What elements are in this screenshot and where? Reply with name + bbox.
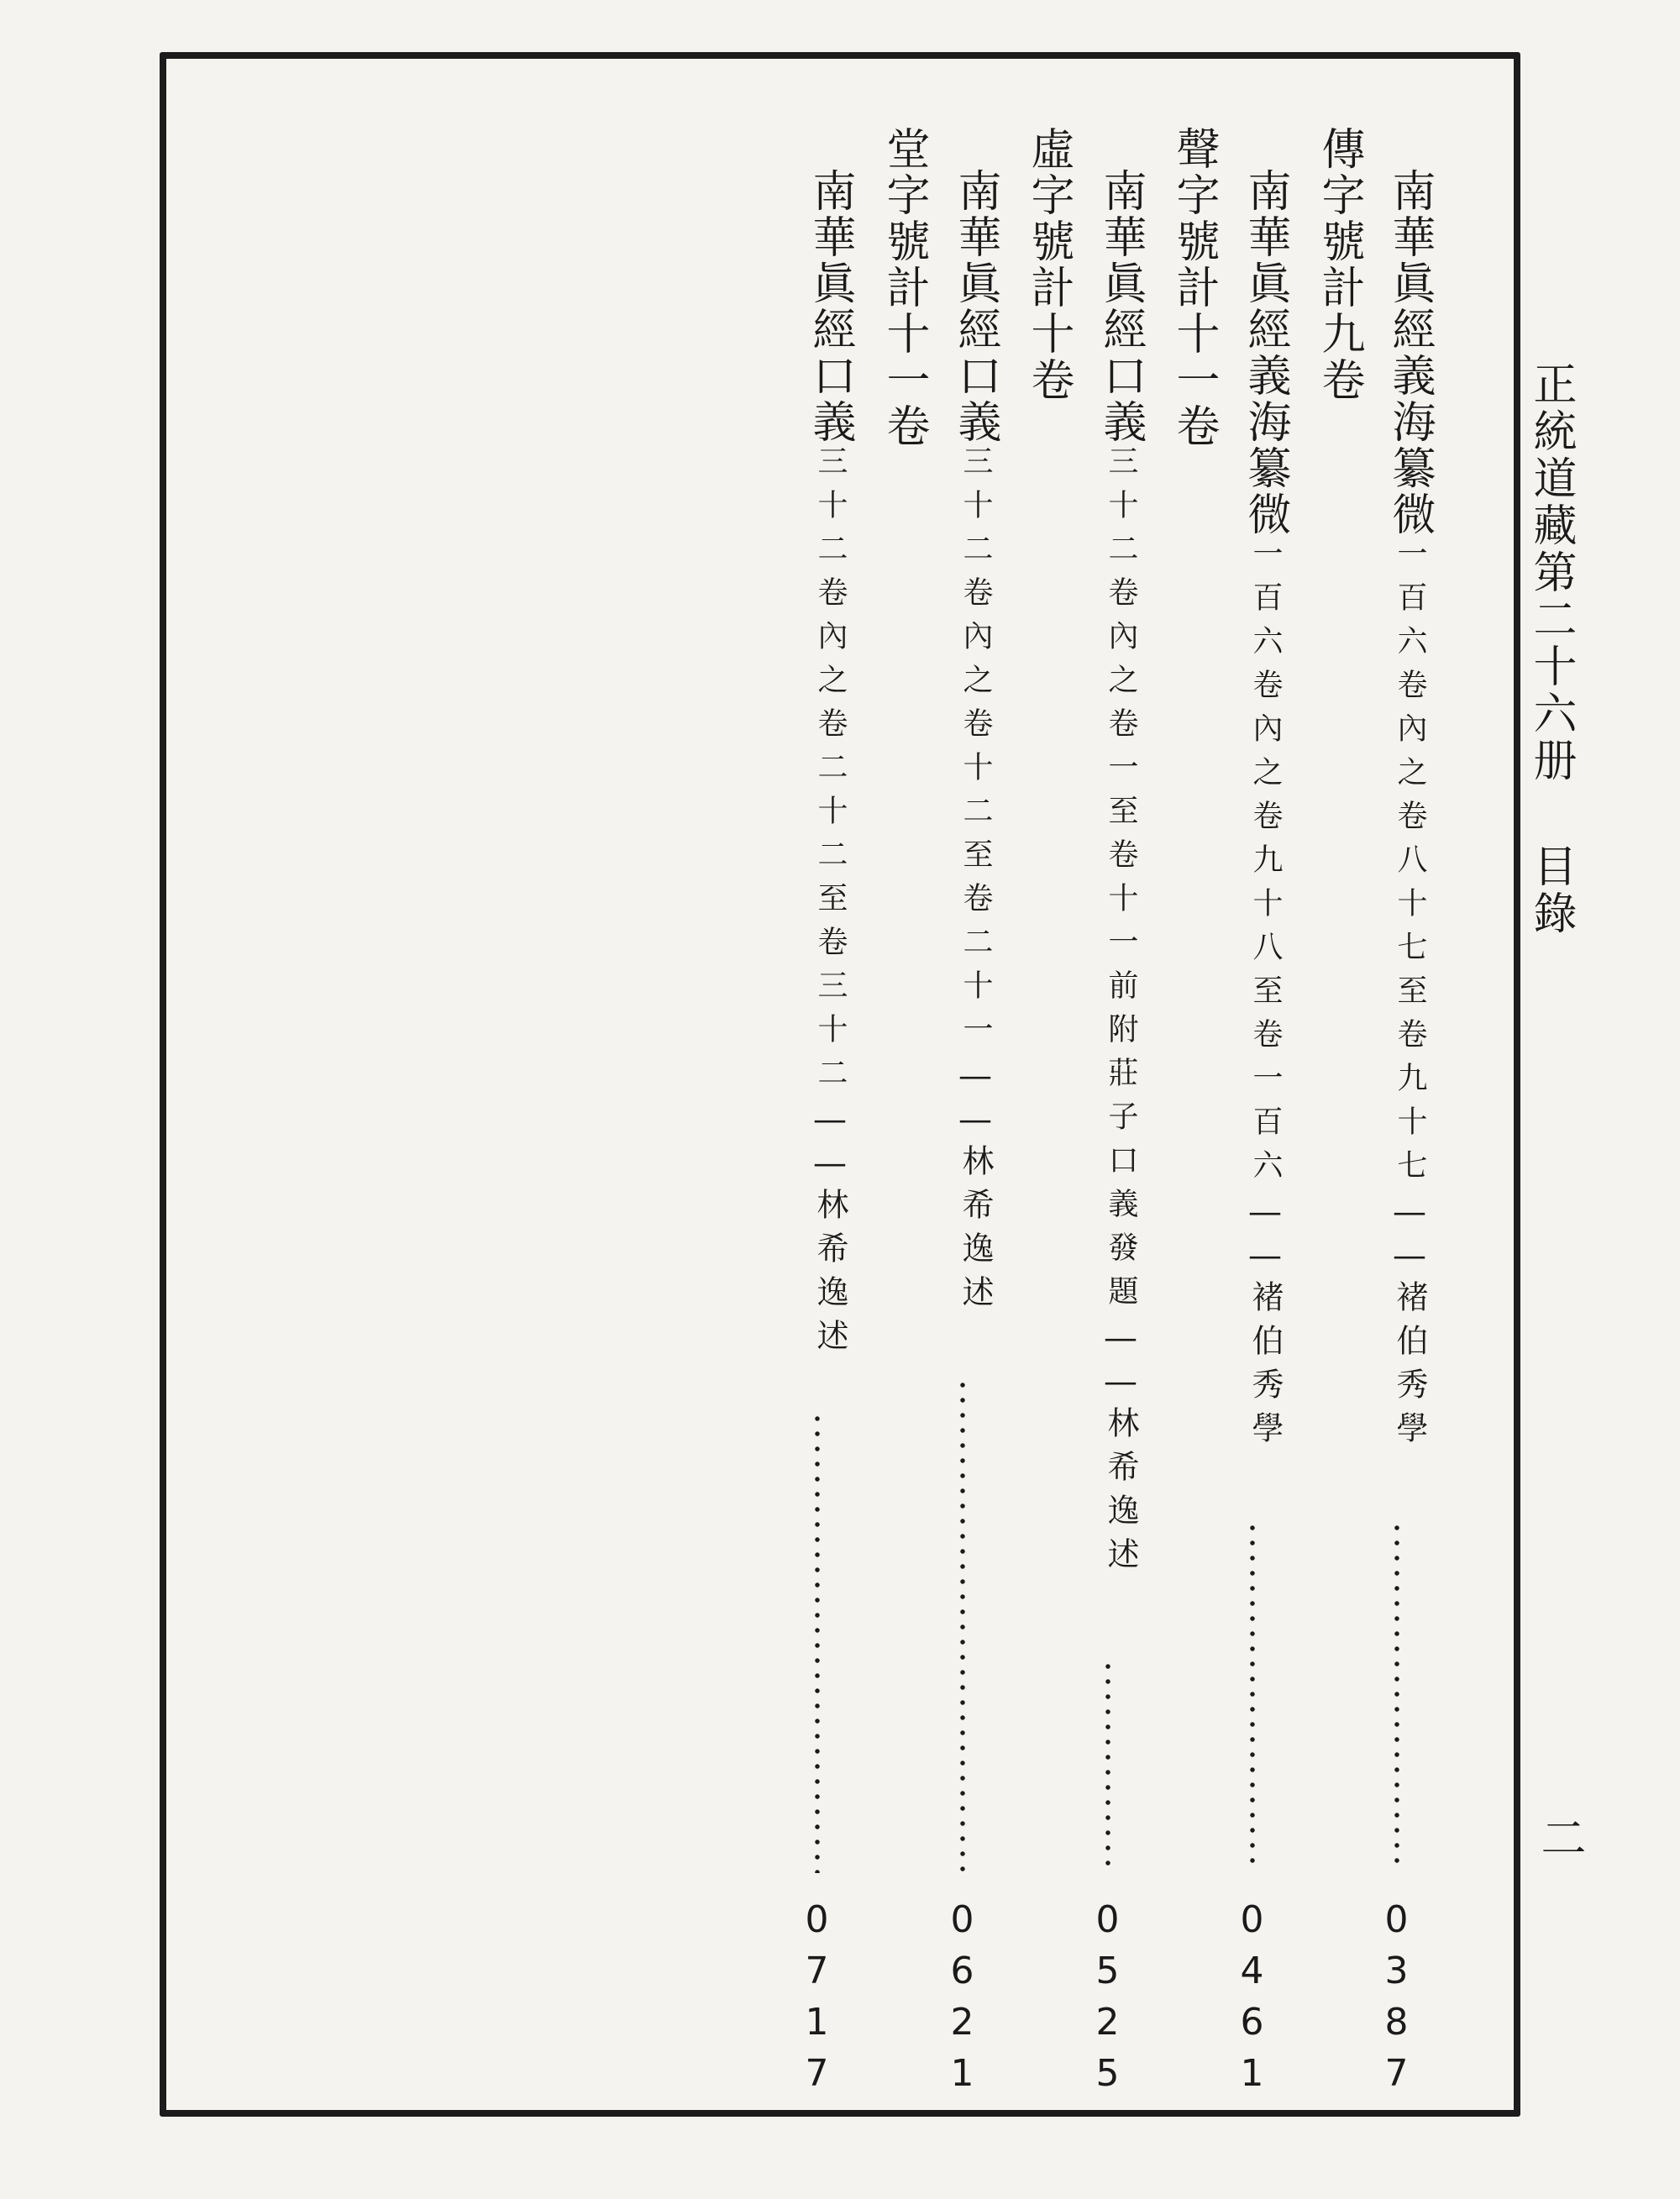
toc-entry-1 xyxy=(1384,168,1435,1455)
toc-category-2: 聲字號計十一卷 xyxy=(1168,126,1219,449)
entry-volumes: 三十二卷內之卷二十二至卷三十二 xyxy=(813,445,848,1100)
entry-dash: —— xyxy=(811,1100,849,1188)
toc-entry-2 xyxy=(1240,168,1290,1455)
entry-dash: —— xyxy=(1246,1193,1284,1280)
leader-dots xyxy=(960,1378,965,1873)
toc-category-3: 虛字號計十卷 xyxy=(1023,126,1074,403)
entry-page: 0461 xyxy=(1231,1898,1273,2103)
entry-page: 0621 xyxy=(941,1898,984,2103)
leader-dots xyxy=(1250,1520,1255,1873)
toc-category-1: 傳字號計九卷 xyxy=(1314,126,1364,403)
entry-volumes: 一百六卷內之卷九十八至卷一百六 xyxy=(1248,538,1283,1193)
header-section: 目錄 xyxy=(1525,843,1576,937)
entry-author: 褚伯秀學 xyxy=(1391,1280,1428,1455)
toc-category-4: 堂字號計十一卷 xyxy=(879,126,929,449)
toc-entry-5 xyxy=(805,168,855,1362)
entry-volumes: 三十二卷內之卷一至卷十一前附莊子口義發題 xyxy=(1104,445,1138,1319)
entry-author: 褚伯秀學 xyxy=(1247,1280,1284,1455)
entry-title: 南華眞經義海纂微 xyxy=(1240,168,1290,538)
running-header xyxy=(1525,361,1576,937)
header-title: 正統道藏第二十六册 xyxy=(1525,361,1576,785)
entry-title: 南華眞經義海纂微 xyxy=(1384,168,1435,538)
entry-title: 南華眞經口義 xyxy=(950,168,1000,445)
toc-entry-4 xyxy=(950,168,1000,1319)
folio-number: 二 xyxy=(1534,1814,1587,1860)
leader-dots xyxy=(815,1411,820,1873)
entry-dash: —— xyxy=(956,1057,995,1144)
leader-dots xyxy=(1105,1659,1110,1873)
entry-page: 0525 xyxy=(1086,1898,1129,2103)
entry-dash: —— xyxy=(1101,1319,1140,1406)
entry-author: 林希逸述 xyxy=(811,1188,848,1362)
leader-dots xyxy=(1394,1520,1399,1873)
entry-volumes: 三十二卷內之卷十二至卷二十一 xyxy=(958,445,993,1057)
entry-title: 南華眞經口義 xyxy=(805,168,855,445)
entry-author: 林希逸述 xyxy=(1102,1406,1139,1581)
entry-page: 0717 xyxy=(795,1898,838,2103)
toc-entry-3 xyxy=(1095,168,1146,1581)
entry-title: 南華眞經口義 xyxy=(1095,168,1146,445)
entry-page: 0387 xyxy=(1375,1898,1418,2103)
entry-dash: —— xyxy=(1390,1193,1429,1280)
entry-volumes: 一百六卷內之卷八十七至卷九十七 xyxy=(1393,538,1427,1193)
entry-author: 林希逸述 xyxy=(957,1144,994,1319)
